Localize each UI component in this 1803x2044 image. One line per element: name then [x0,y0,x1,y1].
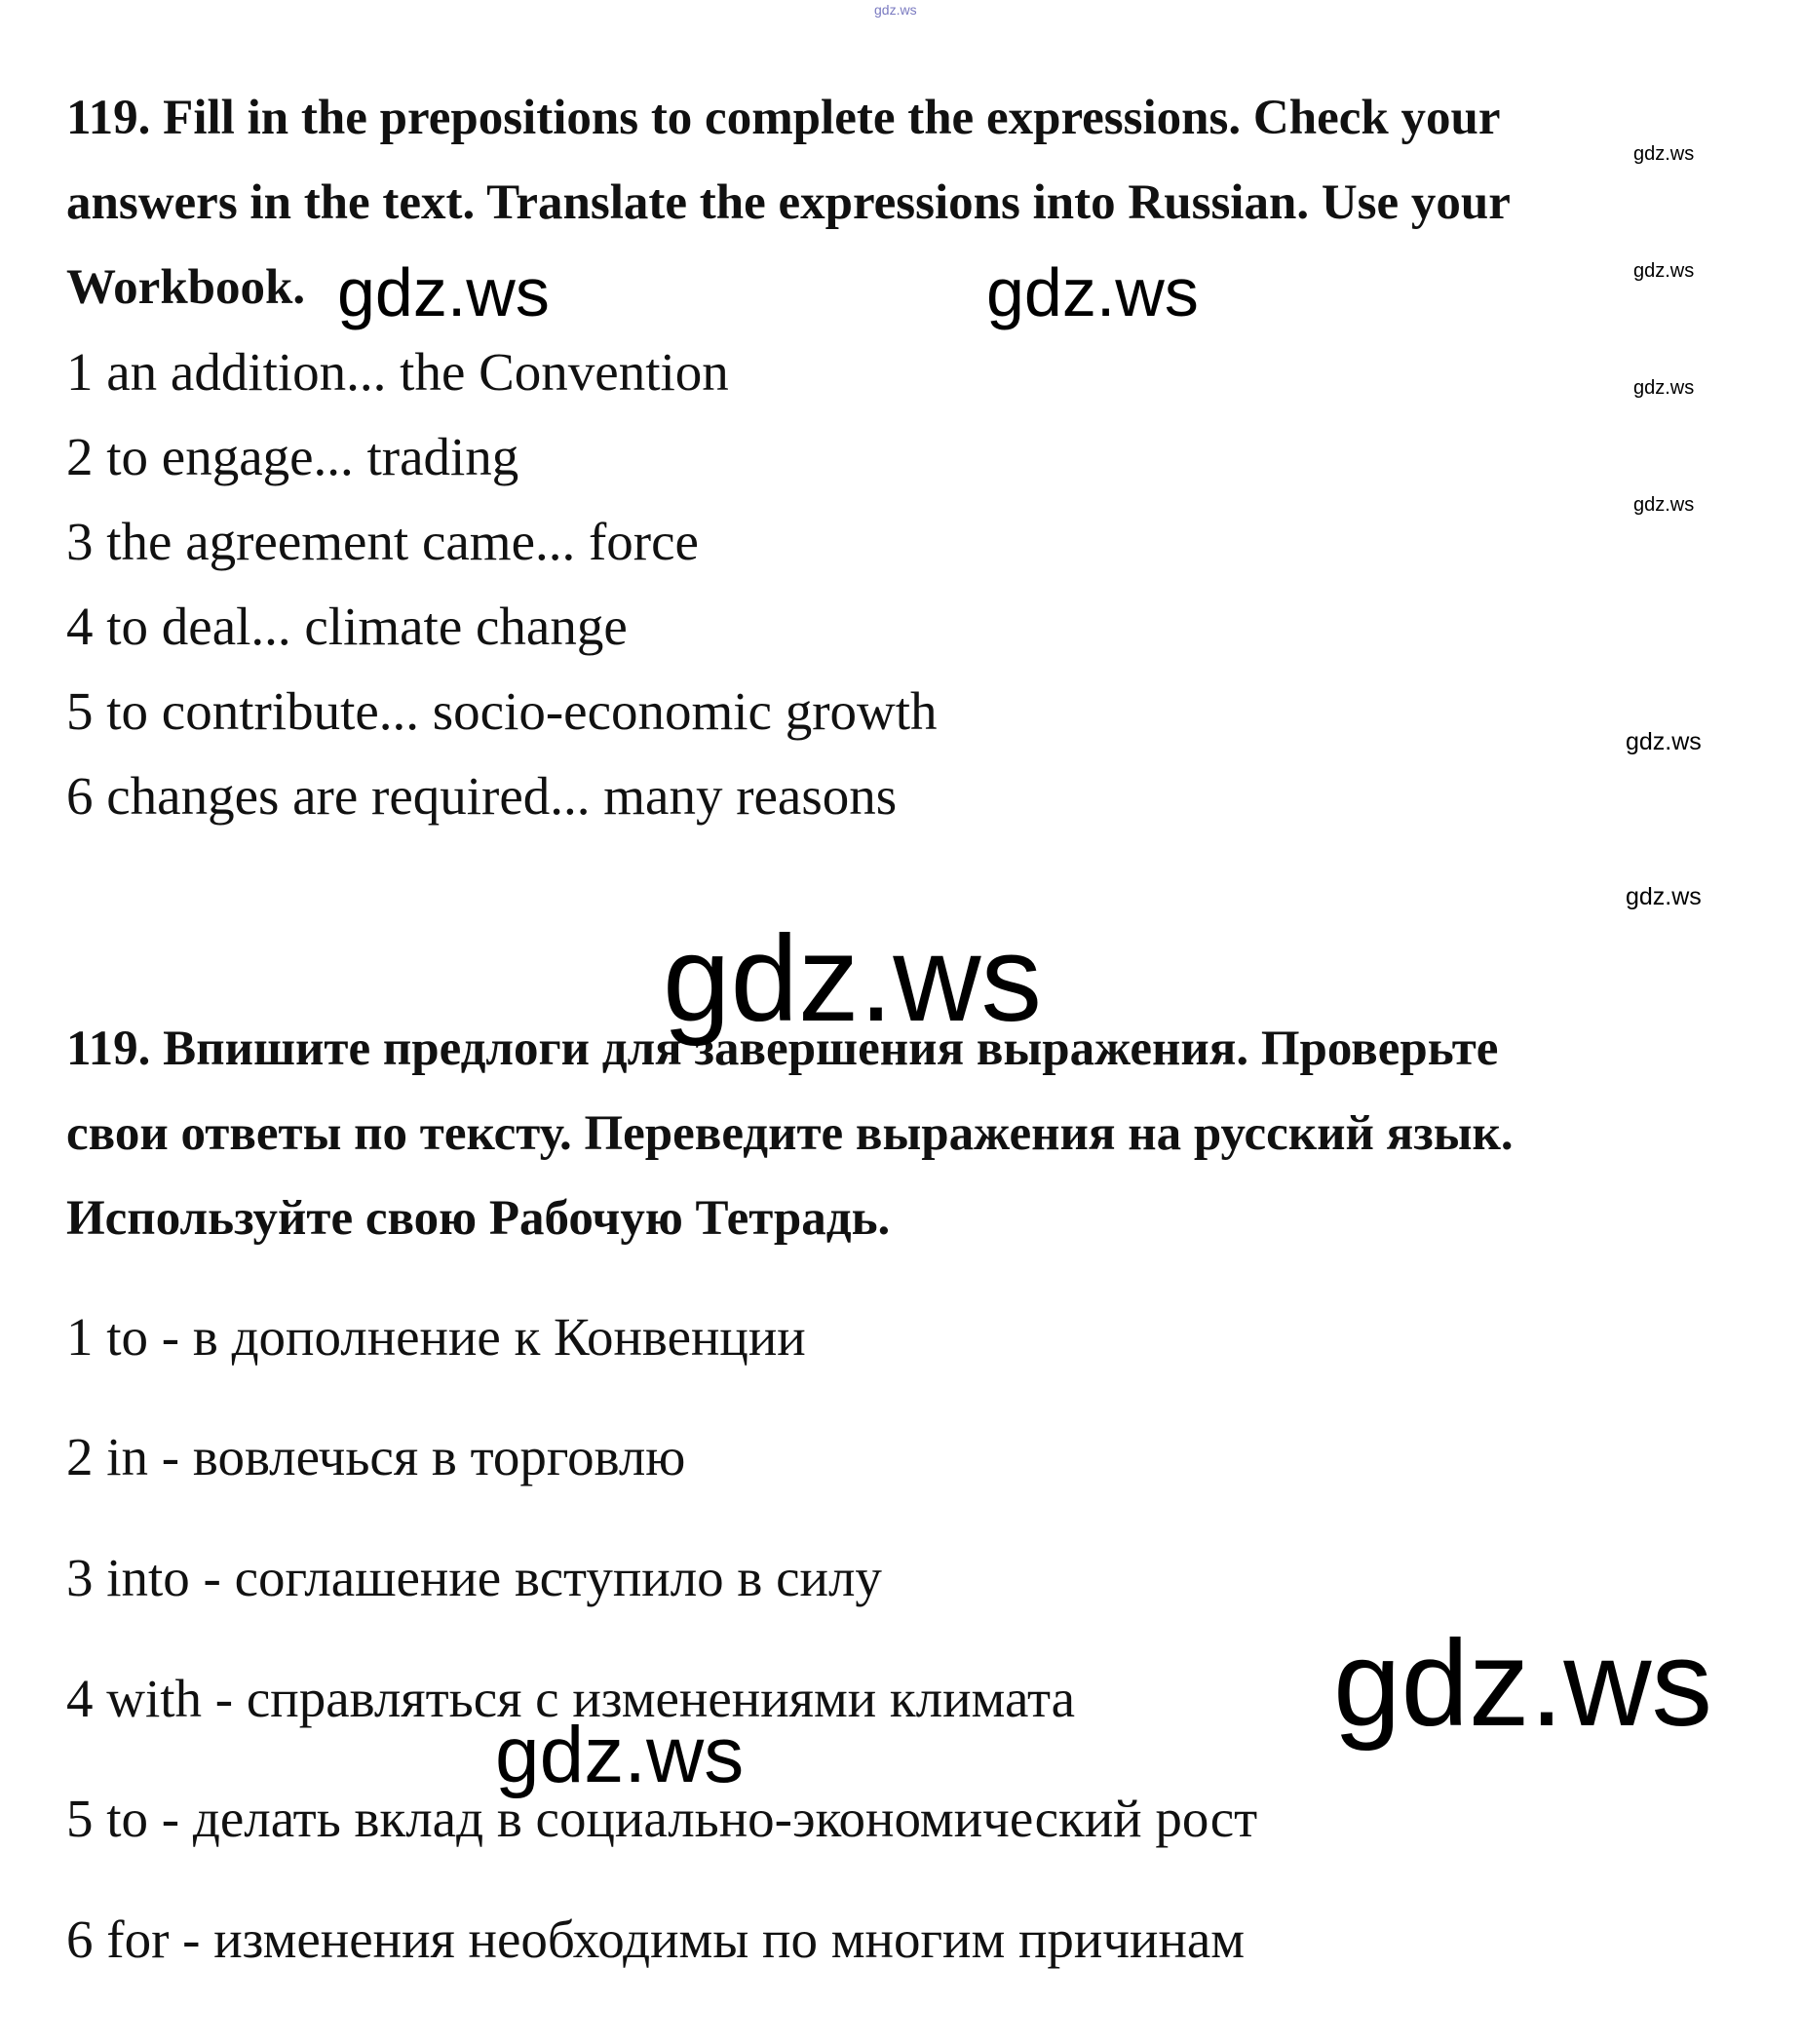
exercise-item: 5 to contribute... socio-economic growth [66,681,938,741]
heading-line: Используйте свою Рабочую Тетрадь. [66,1191,891,1246]
heading-line: answers in the text. Translate the expressions into Russian. Use your [66,175,1511,230]
exercise-item: 3 the agreement came... force [66,512,699,571]
watermark: gdz.ws [986,254,1199,330]
exercise-item: 2 to engage... trading [66,427,519,486]
watermark: gdz.ws [1333,1616,1713,1752]
exercise-item: 1 an addition... the Convention [66,342,729,402]
heading-line: Workbook. [66,260,306,315]
watermark: gdz.ws [663,911,1043,1047]
answer-item: 6 for - изменения необходимы по многим причинам [66,1909,1246,1969]
exercise-item: 4 to deal... climate change [66,597,628,656]
answer-item: 1 to - в дополнение к Конвенции [66,1307,806,1367]
heading-line: свои ответы по тексту. Переведите выражения на русский язык. [66,1106,1514,1161]
answer-item: 3 into - соглашение вступило в силу [66,1548,882,1607]
heading-line: 119. Впишите предлоги для завершения выражения. Проверьте [66,1022,1499,1076]
watermark: gdz.ws [1626,728,1702,755]
watermark: gdz.ws [1633,377,1695,399]
watermark: gdz.ws [1633,143,1695,165]
watermark: gdz.ws [495,1711,745,1799]
answer-item: 2 in - вовлечься в торговлю [66,1427,686,1486]
watermark: gdz.ws [1626,883,1702,910]
watermark: gdz.ws [337,254,550,330]
heading-line: 119. Fill in the prepositions to complete the expressions. Check your [66,91,1501,145]
answer-item: 4 with - справляться с изменениями климата [66,1669,1076,1728]
watermark: gdz.ws [1633,260,1695,282]
watermark: gdz.ws [874,2,917,18]
task-heading-en [66,76,1511,330]
exercise-item: 6 changes are required... many reasons [66,766,898,826]
answer-item: 5 to - делать вклад в социально-экономический рост [66,1789,1258,1848]
watermark: gdz.ws [1633,494,1695,516]
